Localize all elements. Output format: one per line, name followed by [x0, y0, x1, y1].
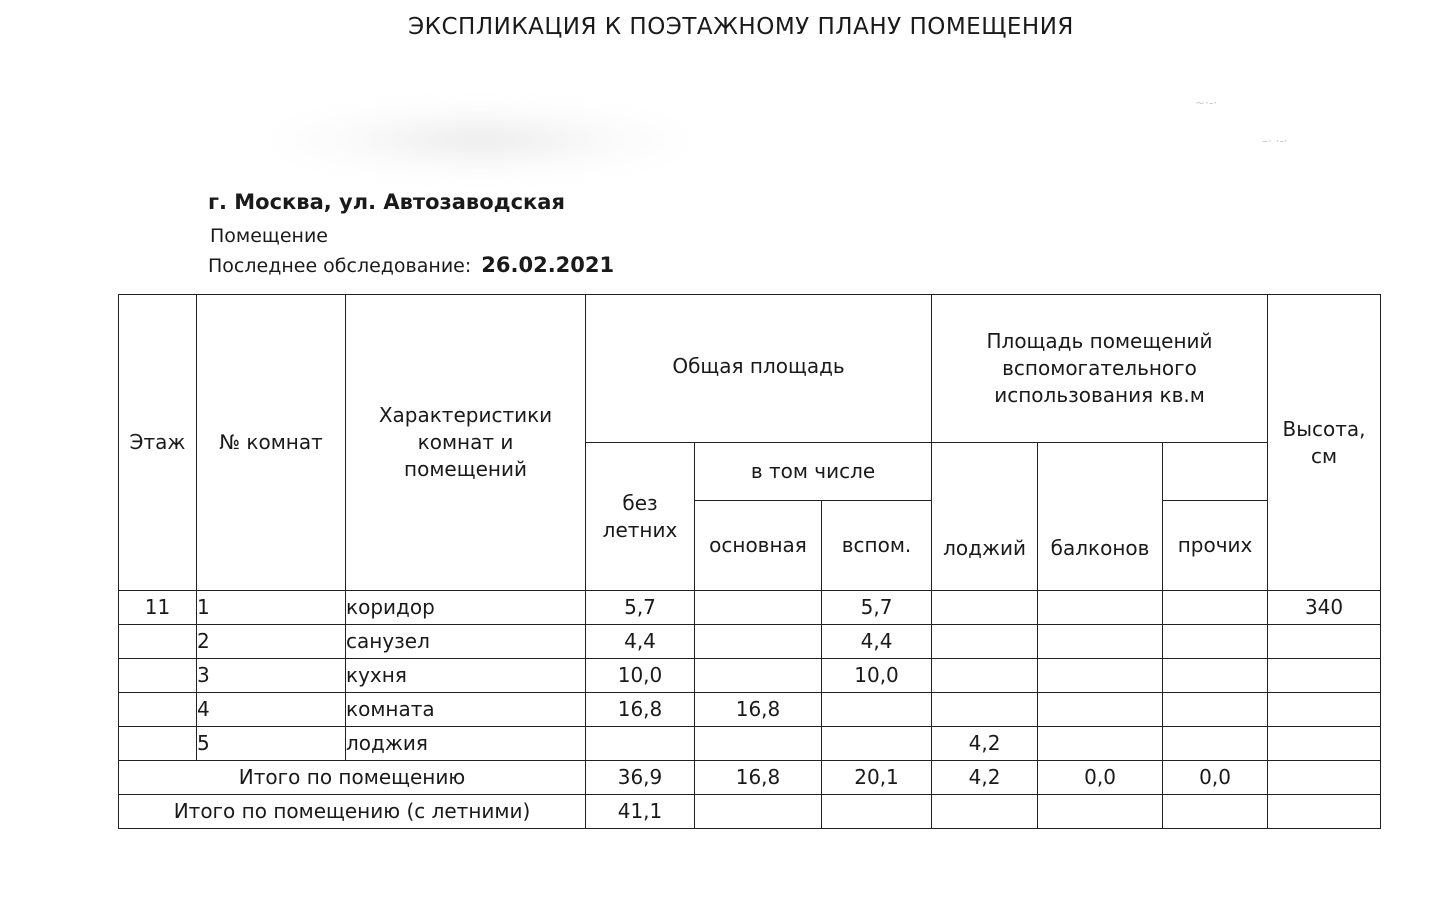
empty-cell: [695, 795, 822, 829]
cell-balconies: [1038, 693, 1163, 727]
cell-main: [695, 591, 822, 625]
cell-floor: [119, 693, 197, 727]
header-main: основная: [695, 501, 822, 591]
cell-floor: [119, 625, 197, 659]
empty-cell: [1038, 795, 1163, 829]
scan-smudge: ~·-·: [1195, 96, 1218, 110]
cell-aux: 4,4: [822, 625, 932, 659]
cell-height: 340: [1268, 591, 1381, 625]
cell-room-no: 4: [197, 693, 346, 727]
cell-aux: [822, 693, 932, 727]
cell-without-summer: [586, 727, 695, 761]
cell-floor: 11: [119, 591, 197, 625]
empty-cell: [1268, 795, 1381, 829]
total-label: Итого по помещению: [119, 761, 586, 795]
redacted-area: [270, 100, 690, 180]
header-blank: [1163, 443, 1268, 501]
scan-smudge: –· ·-·: [1262, 134, 1288, 148]
cell-without-summer: 4,4: [586, 625, 695, 659]
cell-main: [695, 659, 822, 693]
address: г. Москва, ул. Автозаводская: [208, 190, 565, 214]
cell-room-no: 2: [197, 625, 346, 659]
cell-main: [695, 727, 822, 761]
empty-cell: [1163, 795, 1268, 829]
cell-loggias: 4,2: [932, 727, 1038, 761]
cell-room-no: 1: [197, 591, 346, 625]
total-without-summer: 36,9: [586, 761, 695, 795]
cell-without-summer: 5,7: [586, 591, 695, 625]
table-row: [119, 727, 1381, 761]
header-room-no: № комнат: [197, 295, 346, 591]
cell-other: [1163, 727, 1268, 761]
header-without-summer: без летних: [586, 443, 695, 591]
cell-height: [1268, 625, 1381, 659]
cell-room-name: санузел: [346, 625, 586, 659]
cell-room-name: коридор: [346, 591, 586, 625]
total-row: [119, 761, 1381, 795]
cell-loggias: [932, 591, 1038, 625]
total-other: 0,0: [1163, 761, 1268, 795]
table-row: [119, 625, 1381, 659]
cell-aux: 10,0: [822, 659, 932, 693]
cell-without-summer: 10,0: [586, 659, 695, 693]
header-aux: вспом.: [822, 501, 932, 591]
total-with-summer-value: 41,1: [586, 795, 695, 829]
cell-room-name: комната: [346, 693, 586, 727]
survey-label: Последнее обследование:: [208, 255, 472, 277]
table-row: [119, 591, 1381, 625]
header-loggias: лоджий: [932, 443, 1038, 591]
cell-balconies: [1038, 591, 1163, 625]
survey-date: 26.02.2021: [481, 253, 615, 277]
header-characteristics: Характеристики комнат и помещений: [346, 295, 586, 591]
header-floor: Этаж: [119, 295, 197, 591]
total-with-summer-row: [119, 795, 1381, 829]
cell-room-no: 5: [197, 727, 346, 761]
total-height: [1268, 761, 1381, 795]
table-row: [119, 693, 1381, 727]
total-aux: 20,1: [822, 761, 932, 795]
cell-loggias: [932, 659, 1038, 693]
header-including: в том числе: [695, 443, 932, 501]
cell-height: [1268, 693, 1381, 727]
header-height: Высота, см: [1268, 295, 1381, 591]
cell-main: 16,8: [695, 693, 822, 727]
cell-balconies: [1038, 727, 1163, 761]
cell-height: [1268, 659, 1381, 693]
header-total-area: Общая площадь: [586, 295, 932, 443]
document-title: ЭКСПЛИКАЦИЯ К ПОЭТАЖНОМУ ПЛАНУ ПОМЕЩЕНИЯ: [408, 14, 1074, 40]
cell-without-summer: 16,8: [586, 693, 695, 727]
cell-floor: [119, 727, 197, 761]
total-with-summer-label: Итого по помещению (с летними): [119, 795, 586, 829]
cell-floor: [119, 659, 197, 693]
total-loggias: 4,2: [932, 761, 1038, 795]
empty-cell: [932, 795, 1038, 829]
cell-aux: 5,7: [822, 591, 932, 625]
cell-room-no: 3: [197, 659, 346, 693]
cell-other: [1163, 659, 1268, 693]
survey-line: [208, 253, 614, 277]
room-label: Помещение: [210, 225, 328, 247]
cell-loggias: [932, 693, 1038, 727]
cell-aux: [822, 727, 932, 761]
empty-cell: [822, 795, 932, 829]
header-aux-area: Площадь помещений вспомогательного использования кв.м: [932, 295, 1268, 443]
total-main: 16,8: [695, 761, 822, 795]
cell-balconies: [1038, 625, 1163, 659]
cell-main: [695, 625, 822, 659]
cell-other: [1163, 591, 1268, 625]
header-balconies: балконов: [1038, 443, 1163, 591]
total-balconies: 0,0: [1038, 761, 1163, 795]
cell-balconies: [1038, 659, 1163, 693]
explication-table: [118, 294, 1381, 829]
table-row: [119, 659, 1381, 693]
cell-height: [1268, 727, 1381, 761]
cell-other: [1163, 625, 1268, 659]
cell-loggias: [932, 625, 1038, 659]
cell-room-name: лоджия: [346, 727, 586, 761]
cell-room-name: кухня: [346, 659, 586, 693]
cell-other: [1163, 693, 1268, 727]
header-other: прочих: [1163, 501, 1268, 591]
